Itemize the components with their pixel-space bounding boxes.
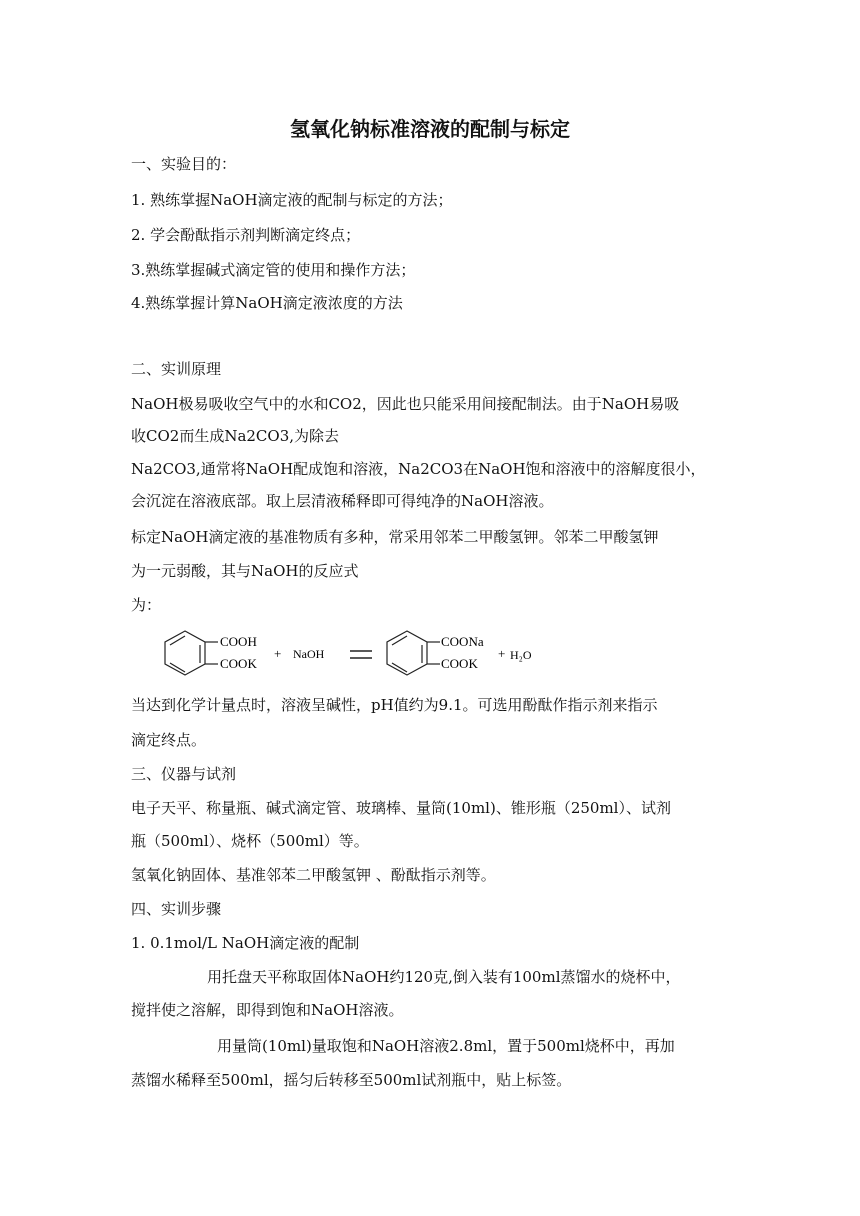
benzene-ring-icon	[165, 631, 218, 675]
product-bottom-group: COOK	[441, 656, 478, 671]
paragraph-line: 用托盘天平称取固体NaOH约120克,倒入装有100ml蒸馏水的烧杯中，	[207, 968, 681, 986]
equals-sign-icon	[350, 651, 372, 658]
paragraph-line: 收CO2而生成Na2CO3,为除去	[131, 427, 340, 445]
step-title: 1. 0.1mol/L NaOH滴定液的配制	[131, 934, 360, 952]
list-item: 2. 学会酚酞指示剂判断滴定终点；	[131, 226, 361, 244]
product-top-group: COONa	[441, 634, 484, 649]
paragraph-line: 为：	[131, 596, 162, 614]
paragraph-line: 氢氧化钠固体、基准邻苯二甲酸氢钾 、酚酞指示剂等。	[131, 866, 496, 884]
paragraph-line: 用量筒(10ml)量取饱和NaOH溶液2.8ml，置于500ml烧杯中，再加	[217, 1037, 675, 1055]
list-item: 3.熟练掌握碱式滴定管的使用和操作方法；	[131, 261, 416, 279]
paragraph-line: 滴定终点。	[131, 731, 207, 749]
paragraph-line: 瓶（500ml）、烧杯（500ml）等。	[131, 832, 369, 850]
page-title: 氢氧化钠标准溶液的配制与标定	[290, 117, 570, 141]
benzene-ring-icon	[387, 631, 440, 675]
section-heading-purpose: 一、实验目的：	[131, 155, 237, 173]
water-product: H₂O	[510, 648, 532, 662]
reactant-top-group: COOH	[220, 634, 257, 649]
paragraph-line: 当达到化学计量点时，溶液呈碱性，pH值约为9.1。可选用酚酞作指示剂来指示	[131, 696, 658, 714]
list-item: 1. 熟练掌握NaOH滴定液的配制与标定的方法；	[131, 191, 453, 209]
paragraph-line: 标定NaOH滴定液的基准物质有多种，常采用邻苯二甲酸氢钾。邻苯二甲酸氢钾	[131, 528, 659, 546]
paragraph-line: 会沉淀在溶液底部。取上层清液稀释即可得纯净的NaOH溶液。	[131, 492, 554, 510]
paragraph-line: 电子天平、称量瓶、碱式滴定管、玻璃棒、量筒(10ml)、锥形瓶（250ml）、试剂	[131, 799, 671, 817]
paragraph-line: 搅拌使之溶解，即得到饱和NaOH溶液。	[131, 1001, 404, 1019]
paragraph-line: 蒸馏水稀释至500ml，摇匀后转移至500ml试剂瓶中，贴上标签。	[131, 1071, 572, 1089]
plus-sign: +	[274, 646, 282, 661]
paragraph-line: 为一元弱酸，其与NaOH的反应式	[131, 562, 359, 580]
paragraph-line: NaOH极易吸收空气中的水和CO2，因此也只能采用间接配制法。由于NaOH易吸	[131, 395, 680, 413]
section-heading-principle: 二、实训原理	[131, 360, 222, 378]
plus-sign: +	[498, 646, 506, 661]
reagent-naoh: NaOH	[293, 647, 325, 661]
reactant-bottom-group: COOK	[220, 656, 257, 671]
paragraph-line: Na2CO3,通常将NaOH配成饱和溶液，Na2CO3在NaOH饱和溶液中的溶解度很小，	[131, 460, 706, 478]
list-item: 4.熟练掌握计算NaOH滴定液浓度的方法	[131, 294, 403, 312]
reaction-equation	[160, 628, 580, 678]
section-heading-steps: 四、实训步骤	[131, 900, 222, 918]
section-heading-instruments: 三、仪器与试剂	[131, 765, 237, 783]
